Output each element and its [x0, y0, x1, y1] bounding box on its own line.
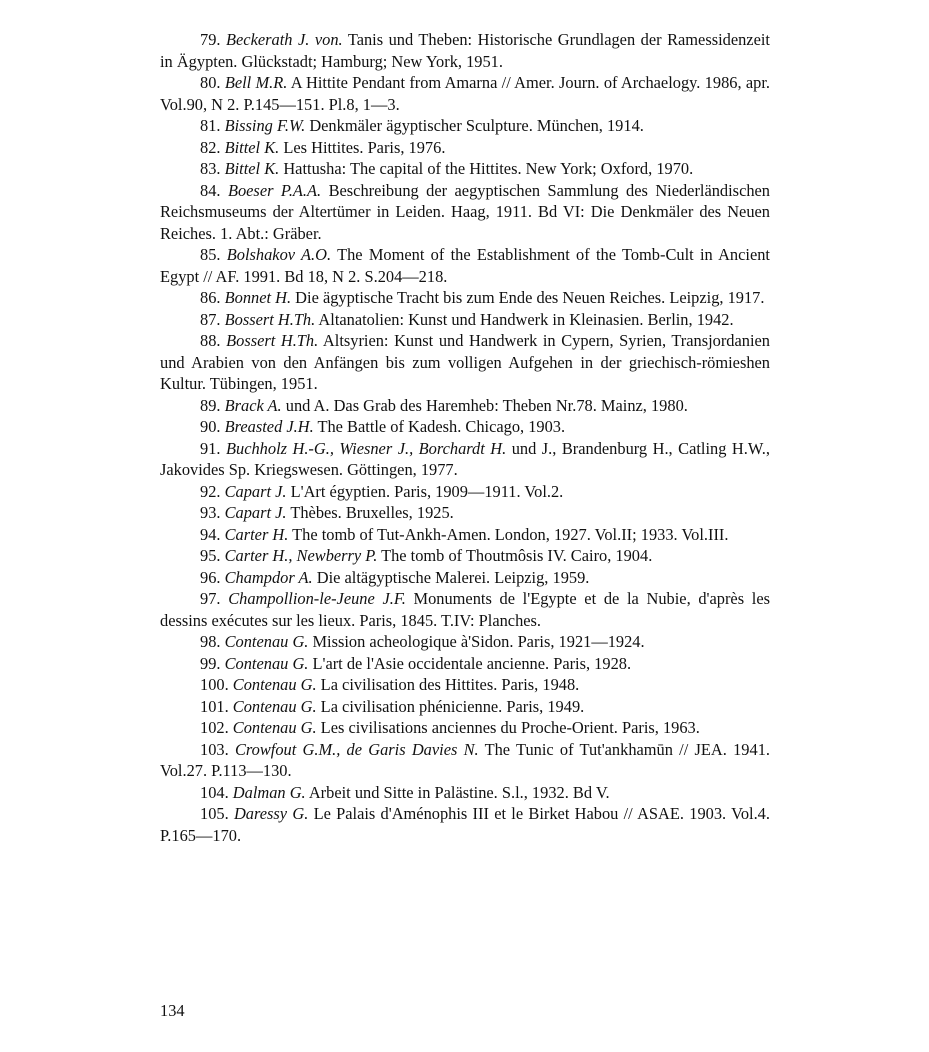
- bibliography-entry: [160, 29, 770, 72]
- bibliography-entry: [160, 180, 770, 245]
- entry-text: Beschreibung der aegyptischen Sammlung des Niederländischen Reichsmuseums der Altertümer in Leiden. Haag, 1911. Bd VI: Die Denkmäler des Neuen Reiches. 1. Abt.: Gräber.: [160, 180, 771, 243]
- entry-number: 95.: [200, 546, 221, 565]
- bibliography-entry: [160, 567, 770, 589]
- bibliography-entry: [160, 481, 770, 503]
- bibliography-entry: [160, 674, 770, 696]
- entry-author: Bonnet H.: [224, 288, 292, 307]
- entry-number: 94.: [200, 524, 221, 544]
- bibliography-entry: [160, 287, 770, 309]
- entry-text: Die altägyptische Malerei. Leipzig, 1959.: [312, 567, 590, 587]
- bibliography-entry: [160, 309, 770, 331]
- entry-author: Breasted J.H.: [224, 417, 314, 436]
- entry-number: 82.: [200, 137, 221, 157]
- entry-author: Dalman G.: [232, 782, 306, 802]
- entry-author: Capart J.: [224, 503, 287, 522]
- entry-number: 99.: [200, 653, 221, 673]
- bibliography-entry: [160, 115, 770, 137]
- entry-text: Arbeit und Sitte in Palästine. S.l., 1932. Bd V.: [305, 782, 610, 802]
- bibliography-entry: [160, 244, 770, 287]
- entry-number: 88.: [200, 331, 221, 350]
- entry-author: Daressy G.: [233, 804, 309, 823]
- entry-text: Monuments de l'Egypte et de la Nubie, d'après les dessins exécutes sur les lieux. Paris, 1845. T.IV: Planches.: [160, 589, 770, 630]
- entry-number: 105.: [200, 804, 229, 823]
- entry-number: 81.: [200, 116, 221, 135]
- entry-text: und J., Brandenburg H., Catling H.W., Jakovides Sp. Kriegswesen. Göttingen, 1977.: [160, 438, 770, 479]
- entry-number: 93.: [200, 503, 221, 522]
- entry-number: 101.: [200, 696, 229, 716]
- bibliography-entry: [160, 72, 770, 115]
- entry-author: Boeser P.A.A.: [227, 180, 322, 200]
- entry-author: Contenau G.: [232, 675, 317, 694]
- entry-author: Contenau G.: [224, 632, 309, 651]
- entry-author: Contenau G.: [232, 718, 317, 737]
- bibliography-entry: [160, 717, 770, 739]
- entry-text: Altanatolien: Kunst und Handwerk in Kleinasien. Berlin, 1942.: [315, 309, 734, 329]
- entry-number: 86.: [200, 288, 221, 307]
- page-number: 134: [160, 1001, 185, 1020]
- entry-author: Bittel K.: [224, 137, 280, 157]
- entry-author: Champdor A.: [224, 567, 313, 587]
- entry-text: Altsyrien: Kunst und Handwerk in Cypern, Syrien, Transjordanien und Arabien von den Anfängen bis zum volligen Aufgehen in der griechisch-römieshen Kultur. Tübingen, 1951.: [160, 331, 770, 393]
- bibliography-entry: [160, 158, 770, 180]
- entry-author: Contenau G.: [224, 653, 309, 673]
- entry-text: Les civilisations anciennes du Proche-Orient. Paris, 1963.: [316, 718, 700, 737]
- entry-text: The Tunic of Tut'ankhamūn // JEA. 1941. Vol.27. P.113—130.: [160, 739, 770, 780]
- entry-text: Le Palais d'Aménophis III et le Birket Habou // ASAE. 1903. Vol.4. P.165—170.: [160, 804, 770, 845]
- entry-author: Bissing F.W.: [224, 116, 306, 135]
- entry-number: 83.: [200, 159, 221, 178]
- entry-author: Bossert H.Th.: [226, 331, 319, 350]
- entry-text: A Hittite Pendant from Amarna // Amer. Journ. of Archaelogy. 1986, apr. Vol.90, N 2. P.145—151. Pl.8, 1—3.: [160, 73, 770, 114]
- entry-number: 80.: [200, 73, 221, 92]
- entry-text: Mission acheologique à'Sidon. Paris, 1921—1924.: [308, 632, 645, 651]
- entry-author: Bolshakov A.O.: [226, 245, 332, 264]
- bibliography-entry: [160, 588, 770, 631]
- entry-number: 103.: [200, 739, 229, 759]
- entry-number: 104.: [200, 782, 229, 802]
- entry-author: Capart J.: [224, 481, 287, 501]
- entry-text: L'art de l'Asie occidentale ancienne. Paris, 1928.: [308, 653, 632, 673]
- bibliography-entry: [160, 631, 770, 653]
- bibliography-entry: [160, 653, 770, 675]
- entry-text: und A. Das Grab des Haremheb: Theben Nr.78. Mainz, 1980.: [281, 395, 688, 415]
- bibliography-entry: [160, 782, 770, 804]
- entry-number: 84.: [200, 180, 221, 200]
- entry-author: Crowfout G.M., de Garis Davies N.: [234, 739, 479, 759]
- entry-author: Buchholz H.-G., Wiesner J., Borchardt H.: [226, 438, 507, 458]
- entry-text: L'Art égyptien. Paris, 1909—1911. Vol.2.: [286, 481, 564, 501]
- bibliography-entry: [160, 137, 770, 159]
- entry-text: Hattusha: The capital of the Hittites. New York; Oxford, 1970.: [279, 159, 694, 178]
- entry-text: The tomb of Thoutmôsis IV. Cairo, 1904.: [377, 546, 653, 565]
- entry-number: 91.: [200, 438, 221, 458]
- entry-text: La civilisation phénicienne. Paris, 1949.: [316, 696, 585, 716]
- entry-number: 87.: [200, 309, 221, 329]
- entry-author: Carter H.: [224, 524, 289, 544]
- entry-number: 97.: [200, 589, 221, 608]
- entry-text: Denkmäler ägyptischer Sculpture. München, 1914.: [305, 116, 644, 135]
- bibliography-entry: [160, 739, 770, 782]
- bibliography-entry: [160, 395, 770, 417]
- entry-number: 100.: [200, 675, 229, 694]
- entry-text: La civilisation des Hittites. Paris, 1948.: [316, 675, 580, 694]
- entry-author: Bell M.R.: [224, 73, 288, 92]
- entry-number: 79.: [200, 30, 221, 49]
- entry-author: Contenau G.: [232, 696, 317, 716]
- entry-author: Carter H., Newberry P.: [224, 546, 378, 565]
- entry-text: Thèbes. Bruxelles, 1925.: [286, 503, 454, 522]
- bibliography-entry: [160, 545, 770, 567]
- entry-number: 102.: [200, 718, 229, 737]
- entry-text: Les Hittites. Paris, 1976.: [279, 137, 446, 157]
- entry-author: Brack A.: [224, 395, 282, 415]
- entry-number: 96.: [200, 567, 221, 587]
- entry-text: Die ägyptische Tracht bis zum Ende des Neuen Reiches. Leipzig, 1917.: [291, 288, 765, 307]
- entry-text: Tanis und Theben: Historische Grundlagen der Ramessidenzeit in Ägypten. Glückstadt; Hamburg; New York, 1951.: [160, 30, 770, 71]
- bibliography-entry: [160, 330, 770, 395]
- bibliography-list: [160, 29, 770, 846]
- entry-number: 90.: [200, 417, 221, 436]
- bibliography-entry: [160, 696, 770, 718]
- entry-author: Bossert H.Th.: [224, 309, 316, 329]
- entry-text: The tomb of Tut-Ankh-Amen. London, 1927. Vol.II; 1933. Vol.III.: [288, 524, 729, 544]
- entry-number: 92.: [200, 481, 221, 501]
- entry-author: Bittel K.: [224, 159, 280, 178]
- entry-text: The Moment of the Establishment of the Tomb-Cult in Ancient Egypt // AF. 1991. Bd 18, N 2. S.204—218.: [160, 245, 770, 286]
- bibliography-entry: [160, 524, 770, 546]
- entry-number: 89.: [200, 395, 221, 415]
- entry-number: 85.: [200, 245, 221, 264]
- entry-text: The Battle of Kadesh. Chicago, 1903.: [313, 417, 566, 436]
- entry-number: 98.: [200, 632, 221, 651]
- bibliography-entry: [160, 416, 770, 438]
- bibliography-entry: [160, 438, 770, 481]
- entry-author: Champollion-le-Jeune J.F.: [228, 589, 406, 608]
- entry-author: Beckerath J. von.: [226, 30, 343, 49]
- bibliography-entry: [160, 502, 770, 524]
- bibliography-entry: [160, 803, 770, 846]
